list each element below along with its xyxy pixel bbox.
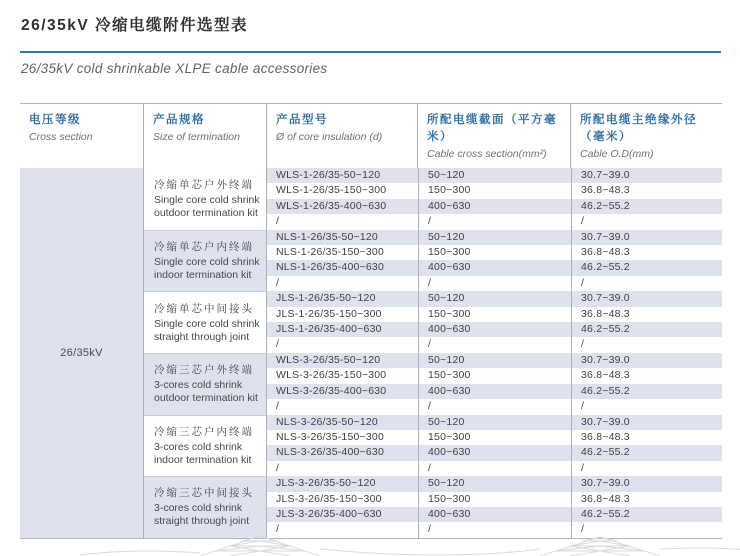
product-spec-zh: 冷缩三芯中间接头 [154, 487, 254, 500]
product-code-cell: / [276, 461, 280, 474]
product-code-cell: NLS-1-26/35-400~630 [276, 261, 385, 274]
cable-od-cell: 30.7~39.0 [571, 168, 722, 183]
product-spec-cell [144, 415, 267, 477]
product-code-cell: / [276, 400, 280, 413]
product-code-cell: WLS-1-26/35-400~630 [276, 199, 387, 212]
cable-od-cell: / [571, 214, 722, 229]
product-code-cell: JLS-3-26/35-150~300 [276, 492, 382, 505]
table-row [267, 337, 722, 352]
table-row [267, 291, 722, 306]
cross-section-cell: 150~300 [418, 368, 571, 383]
product-code-cell: NLS-1-26/35-50~120 [276, 230, 378, 243]
header-cross-section [418, 104, 571, 168]
cross-section-cell: 400~630 [418, 322, 571, 337]
product-spec-en: Single core cold shrink indoor termination kit [154, 255, 260, 281]
product-group [144, 291, 722, 353]
cross-section-cell: / [418, 399, 571, 414]
product-code-cell: WLS-1-26/35-150~300 [276, 184, 387, 197]
cable-od-cell: / [571, 399, 722, 414]
cable-od-cell: / [571, 337, 722, 352]
product-group [144, 230, 722, 292]
header-product-spec [144, 104, 267, 168]
cable-od-cell: 46.2~55.2 [571, 199, 722, 214]
product-code-cell: NLS-1-26/35-150~300 [276, 246, 385, 259]
cross-section-cell: / [418, 337, 571, 352]
cross-section-cell: 400~630 [418, 507, 571, 522]
cross-section-cell: 150~300 [418, 183, 571, 198]
header-product-model-zh: 产品型号 [276, 114, 328, 126]
cross-section-cell: 150~300 [418, 430, 571, 445]
header-product-spec-en: Size of termination [153, 131, 240, 143]
table-row [267, 492, 722, 507]
cross-section-cell: 400~630 [418, 445, 571, 460]
cross-section-cell: / [418, 276, 571, 291]
product-code-cell: / [276, 523, 280, 536]
cross-section-cell: 400~630 [418, 260, 571, 275]
cable-od-cell: 36.8~48.3 [571, 245, 722, 260]
cross-section-cell: 400~630 [418, 384, 571, 399]
product-spec-cell [144, 353, 267, 415]
cable-od-cell: 30.7~39.0 [571, 353, 722, 368]
cable-od-cell: 30.7~39.0 [571, 291, 722, 306]
table-row [267, 199, 722, 214]
product-spec-cell [144, 291, 267, 353]
cable-od-cell: 46.2~55.2 [571, 507, 722, 522]
table-row [267, 353, 722, 368]
product-code-cell: / [276, 338, 280, 351]
table-row [267, 507, 722, 522]
product-spec-en: Single core cold shrink straight through joint [154, 317, 260, 343]
product-code-cell: / [276, 276, 280, 289]
header-product-model-en: Ø of core insulation (d) [276, 131, 383, 143]
cross-section-cell: 400~630 [418, 199, 571, 214]
product-code-cell: WLS-1-26/35-50~120 [276, 169, 381, 181]
product-spec-zh: 冷缩单芯户内终端 [154, 240, 254, 253]
product-code-cell: NLS-3-26/35-50~120 [276, 415, 378, 428]
product-group [144, 476, 722, 538]
header-voltage-class [20, 104, 144, 168]
table-body [20, 168, 722, 539]
title-divider [20, 51, 721, 53]
product-spec-zh: 冷缩单芯户外终端 [154, 178, 254, 191]
table-row [267, 461, 722, 476]
product-group [144, 353, 722, 415]
cable-od-cell: 36.8~48.3 [571, 492, 722, 507]
header-voltage-class-zh: 电压等级 [29, 114, 81, 126]
cable-od-cell: 36.8~48.3 [571, 183, 722, 198]
table-row [267, 168, 722, 183]
product-spec-cell [144, 168, 267, 230]
table-row [267, 183, 722, 198]
cable-od-cell: 46.2~55.2 [571, 445, 722, 460]
table-row [267, 445, 722, 460]
table-row [267, 260, 722, 275]
cross-section-cell: 150~300 [418, 492, 571, 507]
product-group [144, 168, 722, 230]
table-row [267, 245, 722, 260]
product-code-cell: WLS-3-26/35-400~630 [276, 384, 387, 397]
product-rows [267, 353, 722, 415]
product-spec-cell [144, 230, 267, 292]
cross-section-cell: 150~300 [418, 307, 571, 322]
product-spec-en: Single core cold shrink outdoor termination kit [154, 193, 260, 219]
cable-od-cell: / [571, 276, 722, 291]
header-product-spec-zh: 产品规格 [153, 114, 205, 126]
cable-od-cell: 36.8~48.3 [571, 430, 722, 445]
product-code-cell: JLS-1-26/35-400~630 [276, 323, 382, 336]
table-row [267, 368, 722, 383]
voltage-class-cell [20, 168, 144, 538]
product-code-cell: JLS-1-26/35-150~300 [276, 307, 382, 320]
table-row [267, 415, 722, 430]
header-cable-od-en: Cable O.D(mm) [580, 148, 654, 160]
product-spec-en: 3-cores cold shrink indoor termination kit [154, 440, 252, 466]
transmission-tower-watermark [80, 535, 740, 556]
table-row [267, 430, 722, 445]
cable-od-cell: 30.7~39.0 [571, 230, 722, 245]
table-row [267, 384, 722, 399]
product-group [144, 415, 722, 477]
table-row [267, 214, 722, 229]
product-rows [267, 230, 722, 292]
cross-section-cell: 50~120 [418, 415, 571, 430]
header-product-model [267, 104, 418, 168]
cross-section-cell: 50~120 [418, 291, 571, 306]
product-spec-zh: 冷缩三芯户内终端 [154, 425, 254, 438]
product-rows [267, 476, 722, 538]
cable-od-cell: / [571, 522, 722, 537]
product-spec-en: 3-cores cold shrink straight through joint [154, 502, 250, 528]
cable-od-cell: 46.2~55.2 [571, 384, 722, 399]
cross-section-cell: / [418, 214, 571, 229]
header-cable-od [571, 104, 722, 168]
cable-od-cell: 36.8~48.3 [571, 307, 722, 322]
product-groups [144, 168, 722, 538]
product-code-cell: JLS-1-26/35-50~120 [276, 292, 376, 305]
cable-od-cell: 30.7~39.0 [571, 415, 722, 430]
table-header-row [20, 104, 722, 168]
product-code-cell: JLS-3-26/35-400~630 [276, 507, 382, 520]
header-cross-section-zh: 所配电缆截面（平方毫米） [427, 114, 557, 143]
cable-od-cell: 46.2~55.2 [571, 322, 722, 337]
cross-section-cell: / [418, 522, 571, 537]
page-subtitle: 26/35kV cold shrinkable XLPE cable accessories [21, 61, 328, 76]
product-spec-zh: 冷缩三芯户外终端 [154, 364, 254, 377]
table-row [267, 322, 722, 337]
product-code-cell: WLS-3-26/35-50~120 [276, 353, 381, 366]
product-spec-cell [144, 476, 267, 538]
cross-section-cell: / [418, 461, 571, 476]
product-rows [267, 415, 722, 477]
page-title: 26/35kV 冷缩电缆附件选型表 [21, 17, 249, 34]
product-code-cell: WLS-3-26/35-150~300 [276, 369, 387, 382]
accessory-selection-table [20, 103, 722, 539]
product-spec-zh: 冷缩单芯中间接头 [154, 302, 254, 315]
product-code-cell: NLS-3-26/35-400~630 [276, 446, 385, 459]
table-row [267, 399, 722, 414]
cross-section-cell: 50~120 [418, 353, 571, 368]
header-voltage-class-en: Cross section [29, 131, 93, 143]
table-row [267, 230, 722, 245]
cable-od-cell: / [571, 461, 722, 476]
voltage-class-value: 26/35kV [60, 346, 103, 359]
header-cross-section-en: Cable cross section(mm²) [427, 148, 547, 160]
product-rows [267, 168, 722, 230]
table-row [267, 307, 722, 322]
header-cable-od-zh: 所配电缆主绝缘外径（毫米） [580, 114, 697, 143]
cross-section-cell: 50~120 [418, 230, 571, 245]
product-rows [267, 291, 722, 353]
table-row [267, 476, 722, 491]
product-spec-en: 3-cores cold shrink outdoor termination kit [154, 379, 258, 405]
product-code-cell: JLS-3-26/35-50~120 [276, 477, 376, 490]
table-row [267, 276, 722, 291]
cross-section-cell: 50~120 [418, 168, 571, 183]
product-code-cell: NLS-3-26/35-150~300 [276, 430, 385, 443]
product-code-cell: / [276, 215, 280, 228]
cable-od-cell: 36.8~48.3 [571, 368, 722, 383]
cable-od-cell: 46.2~55.2 [571, 260, 722, 275]
cross-section-cell: 50~120 [418, 476, 571, 491]
cross-section-cell: 150~300 [418, 245, 571, 260]
cable-od-cell: 30.7~39.0 [571, 476, 722, 491]
